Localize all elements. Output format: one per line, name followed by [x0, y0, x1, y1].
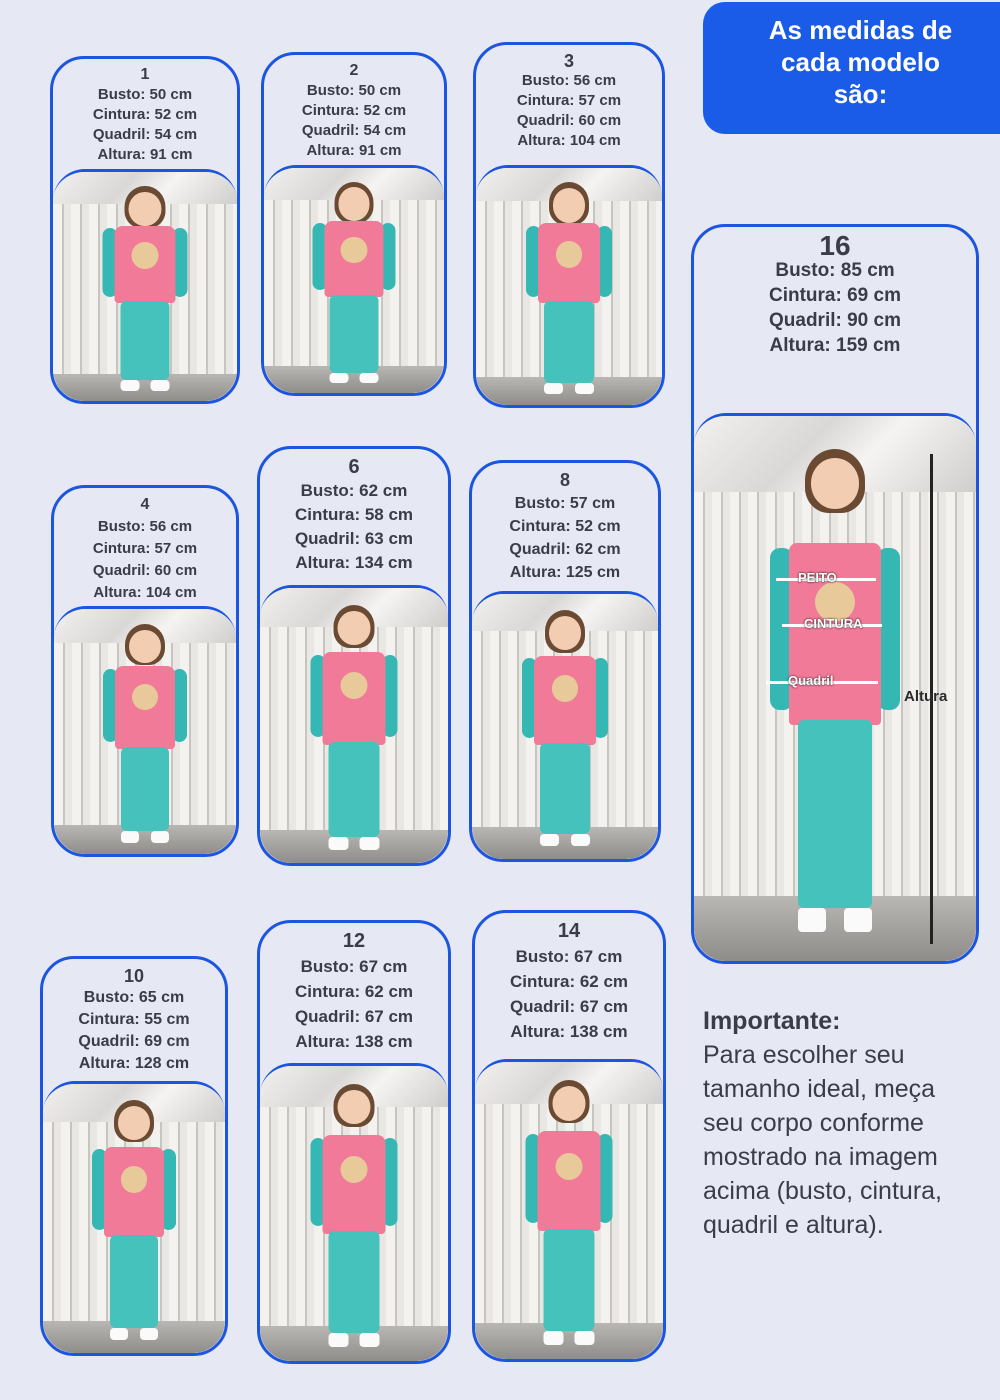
busto-measure: Busto: 85 cm	[775, 260, 895, 281]
cintura-measure: Cintura: 57 cm	[92, 540, 198, 557]
card-measurements	[694, 230, 976, 358]
quadril-measure: Quadril: 60 cm	[92, 562, 198, 579]
cintura-measure: Cintura: 52 cm	[301, 102, 407, 119]
busto-measure: Busto: 67 cm	[300, 957, 408, 976]
teal-pants	[798, 720, 873, 907]
pink-shirt	[538, 1131, 600, 1231]
altura-measure: Altura: 91 cm	[306, 142, 402, 159]
altura-measure: Altura: 138 cm	[510, 1022, 628, 1041]
quadril-measure: Quadril: 54 cm	[92, 126, 198, 143]
card-measurements	[476, 51, 662, 151]
cintura-measure: Cintura: 58 cm	[294, 505, 414, 524]
cintura-label: CINTURA	[804, 616, 863, 631]
size-number: 2	[349, 62, 359, 79]
quadril-measure: Quadril: 60 cm	[516, 112, 622, 129]
left-sock	[330, 373, 349, 383]
peito-label: PEITO	[798, 570, 837, 585]
left-sock	[120, 380, 139, 390]
quadril-label: Quadril	[788, 673, 834, 688]
right-sock	[844, 908, 873, 933]
size-number: 8	[559, 470, 570, 490]
face	[129, 192, 161, 226]
left-sock	[798, 908, 827, 933]
header-line-3: são:	[833, 79, 888, 109]
size-card-8	[469, 460, 661, 862]
card-measurements	[260, 455, 448, 575]
size-number: 1	[140, 66, 150, 83]
teal-pants	[544, 301, 594, 383]
header-line-1: As medidas de	[768, 15, 953, 45]
teal-pants	[329, 1231, 379, 1333]
right-sock	[575, 1331, 594, 1345]
important-title: Importante:	[703, 1007, 841, 1035]
teal-pants	[540, 743, 590, 835]
bear-print	[555, 1153, 582, 1180]
size-number: 16	[819, 230, 851, 261]
right-sock	[151, 831, 170, 842]
busto-measure: Busto: 65 cm	[83, 989, 185, 1006]
cintura-measure: Cintura: 52 cm	[92, 106, 198, 123]
quadril-measure: Quadril: 63 cm	[294, 529, 414, 548]
model-figure	[98, 624, 192, 847]
teal-pants	[121, 747, 170, 832]
busto-measure: Busto: 56 cm	[521, 72, 617, 89]
model-photo	[264, 165, 444, 393]
altura-measure: Altura: 128 cm	[78, 1055, 190, 1072]
size-number: 3	[563, 51, 574, 71]
altura-measure: Altura: 104 cm	[517, 132, 621, 149]
size-card-1	[50, 56, 240, 404]
busto-measure: Busto: 50 cm	[97, 86, 193, 103]
model-figure	[521, 182, 617, 398]
model-photo	[476, 165, 662, 405]
model-figure	[517, 610, 613, 851]
model-photo	[53, 169, 237, 401]
bear-print	[132, 684, 158, 710]
bear-print	[132, 242, 159, 269]
face	[129, 630, 161, 664]
size-card-6	[257, 446, 451, 866]
right-sock	[575, 383, 594, 394]
right-sock	[151, 380, 170, 390]
right-sock	[140, 1328, 159, 1340]
model-photo	[694, 413, 976, 961]
size-card-14	[472, 910, 666, 1362]
pink-shirt	[323, 1135, 385, 1234]
size-card-12	[257, 920, 451, 1364]
size-card-16	[691, 224, 979, 964]
quadril-measure: Quadril: 54 cm	[301, 122, 407, 139]
bear-print	[341, 237, 367, 263]
left-sock	[329, 837, 348, 850]
model-figure	[521, 1080, 618, 1350]
altura-measure: Altura: 91 cm	[97, 146, 193, 163]
size-number: 14	[557, 920, 581, 942]
card-measurements	[54, 494, 236, 604]
right-sock	[571, 834, 590, 846]
model-photo	[260, 1063, 448, 1361]
card-measurements	[475, 919, 663, 1044]
right-sock	[360, 1333, 379, 1346]
teal-pants	[544, 1229, 594, 1332]
bear-print	[340, 672, 367, 699]
face	[338, 1090, 371, 1125]
cintura-measure: Cintura: 69 cm	[769, 285, 901, 306]
teal-pants	[330, 295, 378, 373]
quadril-measure: Quadril: 69 cm	[78, 1033, 190, 1050]
important-note	[703, 1004, 973, 1242]
model-figure	[306, 605, 403, 855]
altura-label: Altura	[904, 688, 948, 705]
left-sock	[544, 383, 563, 394]
model-photo	[472, 591, 658, 859]
cintura-measure: Cintura: 52 cm	[509, 518, 621, 535]
model-photo	[43, 1081, 225, 1353]
face	[118, 1106, 150, 1140]
size-number: 10	[123, 966, 145, 986]
quadril-measure: Quadril: 62 cm	[509, 541, 621, 558]
cintura-measure: Cintura: 62 cm	[294, 982, 414, 1001]
teal-pants	[110, 1235, 159, 1328]
busto-measure: Busto: 50 cm	[306, 82, 402, 99]
quadril-measure: Quadril: 90 cm	[769, 310, 901, 331]
right-sock	[360, 373, 379, 383]
face	[553, 1086, 586, 1121]
model-figure	[87, 1100, 181, 1345]
left-sock	[540, 834, 559, 846]
left-sock	[110, 1328, 129, 1340]
face	[338, 187, 370, 220]
header-banner	[703, 2, 1000, 134]
bear-print	[552, 675, 579, 702]
model-figure	[308, 182, 401, 387]
right-sock	[360, 837, 379, 850]
busto-measure: Busto: 56 cm	[97, 518, 193, 535]
size-card-10	[40, 956, 228, 1356]
size-card-2	[261, 52, 447, 396]
altura-measure: Altura: 134 cm	[295, 553, 413, 572]
card-measurements	[43, 965, 225, 1075]
teal-pants	[120, 301, 169, 380]
left-sock	[544, 1331, 563, 1345]
busto-measure: Busto: 57 cm	[514, 495, 616, 512]
bear-print	[340, 1156, 367, 1183]
card-measurements	[472, 469, 658, 584]
altura-measure: Altura: 159 cm	[769, 335, 901, 356]
model-figure	[98, 186, 193, 395]
model-figure	[306, 1084, 403, 1352]
model-photo	[475, 1059, 663, 1359]
size-number: 6	[348, 456, 360, 478]
card-measurements	[53, 65, 237, 165]
left-sock	[121, 831, 140, 842]
card-measurements	[264, 61, 444, 161]
cintura-measure: Cintura: 55 cm	[78, 1011, 190, 1028]
model-figure	[763, 449, 907, 942]
model-photo	[54, 606, 236, 854]
busto-measure: Busto: 62 cm	[300, 481, 408, 500]
quadril-measure: Quadril: 67 cm	[509, 997, 629, 1016]
size-number: 12	[342, 930, 366, 952]
altura-measure: Altura: 138 cm	[295, 1032, 413, 1051]
left-sock	[329, 1333, 348, 1346]
size-card-4	[51, 485, 239, 857]
important-text: Para escolher seu tamanho ideal, meça seu corpo conforme mostrado na imagem acima (busto, cintura, quadril e altura).	[703, 1041, 942, 1239]
altura-measure: Altura: 104 cm	[93, 584, 197, 601]
face	[338, 611, 371, 646]
header-line-2: cada modelo	[781, 47, 940, 77]
altura-measure: Altura: 125 cm	[509, 564, 621, 581]
quadril-measure: Quadril: 67 cm	[294, 1007, 414, 1026]
busto-measure: Busto: 67 cm	[515, 947, 623, 966]
cintura-measure: Cintura: 57 cm	[516, 92, 622, 109]
teal-pants	[329, 742, 379, 837]
size-card-3	[473, 42, 665, 408]
card-measurements	[260, 929, 448, 1054]
size-number: 4	[140, 496, 150, 513]
cintura-measure: Cintura: 62 cm	[509, 972, 629, 991]
model-photo	[260, 585, 448, 863]
